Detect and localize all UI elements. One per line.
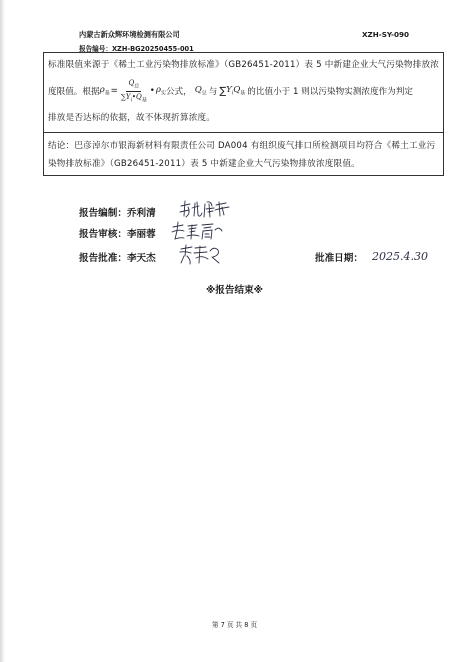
company-name: 内蒙古新众辉环境检测有限公司: [79, 30, 180, 39]
page-edge-shadow: [0, 0, 5, 662]
formula-suffix: 的比值小于 1 则以污染物实测浓度作为判定: [247, 87, 413, 97]
formula-mid: 公式，: [165, 87, 192, 97]
approval-date-text: 2025.4.30: [372, 250, 428, 263]
standard-source-line: 标准限值来源于《稀土工业污染物排放标准》（GB26451-2011）表 5 中新建企业大气污染物排放浓: [48, 60, 440, 70]
report-end-mark: ※报告结束※: [205, 285, 264, 296]
formula-multiply: •: [149, 86, 155, 96]
formula-equals: =: [110, 86, 118, 96]
page-number: 第 7 页 共 8 页: [211, 621, 258, 629]
report-number: 报告编号：XZH-BG20250455-001: [79, 45, 194, 53]
standard-note-box: [43, 52, 444, 176]
approver-label: 报告批准：李天杰: [79, 253, 156, 264]
approval-date-handwriting: [370, 247, 432, 265]
conclusion-line-2: 染物排放标准》（GB26451-2011）表 5 中新建企业大气污染物排放浓度限值。: [48, 159, 360, 169]
formula-and: 与: [208, 87, 218, 97]
formula-lhs: $\rho_基$: [99, 85, 110, 97]
formula-line: [48, 77, 413, 105]
document-code: XZH-SY-090: [361, 30, 409, 39]
formula-rhs: $\rho_实$: [155, 85, 166, 97]
approver-signature: [178, 243, 226, 267]
compiler-signature: [178, 198, 234, 220]
compiler-label: 报告编制：乔利清: [79, 208, 156, 219]
conclusion-line-1: 结论：巴彦淖尔市银海新材料有限责任公司 DA004 有组织废气排口所检测项目均符合《稀土工业污: [48, 141, 436, 151]
reviewer-signature: [169, 220, 227, 242]
formula-yq: $Y_iQ_基$: [226, 85, 246, 97]
box-divider: [44, 132, 443, 133]
formula-fraction: $\frac{Q_总}{\sum Y_i•Q_基}$: [120, 79, 147, 103]
approval-date-label: 批准日期：: [315, 253, 363, 264]
formula-sum: ∑: [219, 85, 227, 97]
reviewer-label: 报告审核：李丽蓉: [79, 229, 156, 240]
formula-prefix: 度限值。根据: [48, 87, 100, 97]
standard-basis-line: 排放是否达标的依据，故不体现折算浓度。: [48, 113, 216, 123]
formula-q-total: $Q_总$: [194, 85, 207, 97]
